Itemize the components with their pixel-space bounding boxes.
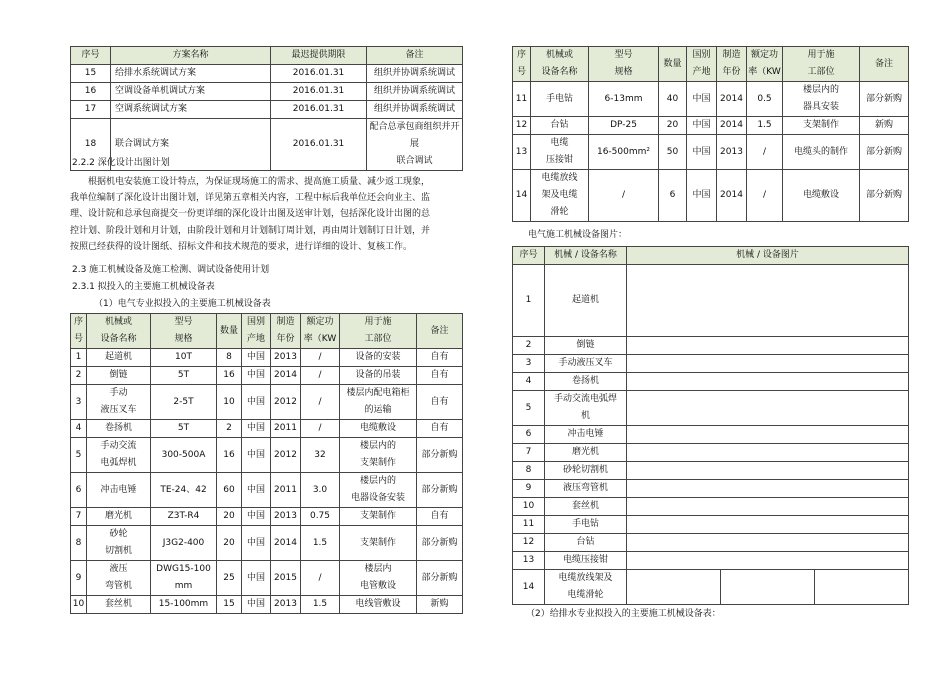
machine-power: / [747, 135, 783, 170]
row-number: 4 [513, 373, 545, 391]
machine-power: 1.5 [301, 526, 340, 561]
machine-power: / [301, 385, 340, 420]
machine-origin: 中国 [687, 117, 717, 135]
section-2-3-heading: 2.3 施工机械设备及施工检测、调试设备使用计划 [72, 265, 270, 275]
column-header: 数量 [659, 47, 687, 82]
machine-power: 1.5 [747, 117, 783, 135]
row-number: 1 [513, 265, 545, 337]
equipment-photo [627, 498, 909, 516]
machine-year: 2013 [271, 349, 301, 367]
row-number: 7 [513, 444, 545, 462]
equipment-name: 卷扬机 [545, 373, 627, 391]
row-number: 11 [513, 516, 545, 534]
table-row [71, 473, 463, 508]
row-number: 4 [71, 420, 87, 438]
equipment-name: 电缆放线架及 电缆滑轮 [545, 570, 627, 605]
column-header: 机械或 设备名称 [87, 314, 151, 349]
machine-power: 3.0 [301, 473, 340, 508]
header-deadline: 最迟提供期限 [271, 47, 367, 65]
machine-name: 卷扬机 [87, 420, 151, 438]
machine-remark: 部分新购 [417, 438, 463, 473]
machine-quantity: 8 [217, 349, 242, 367]
table-row: 15 给排水系统调试方案 2016.01.31 组织并协调系统调试 [71, 65, 463, 83]
machine-name: 砂轮 切割机 [87, 526, 151, 561]
equipment-name: 套丝机 [545, 498, 627, 516]
table-row [513, 462, 909, 480]
row-number: 11 [513, 82, 531, 117]
row-number: 10 [513, 498, 545, 516]
row-number: 3 [513, 355, 545, 373]
machine-quantity: 2 [217, 420, 242, 438]
equipment-photo [627, 570, 721, 605]
machine-model: 300-500A [151, 438, 217, 473]
equipment-name: 倒链 [545, 337, 627, 355]
column-header: 额定功 率（KW [301, 314, 340, 349]
column-header: 制造 年份 [717, 47, 747, 82]
table-row [513, 570, 909, 605]
machine-power: / [301, 367, 340, 385]
table-row [513, 391, 909, 426]
machine-origin: 中国 [242, 473, 271, 508]
table-row [513, 117, 909, 135]
machine-remark: 部分新购 [417, 561, 463, 596]
machine-origin: 中国 [687, 170, 717, 222]
machine-remark: 自有 [417, 367, 463, 385]
machine-model: 2-5T [151, 385, 217, 420]
machine-year: 2012 [271, 438, 301, 473]
table-row [513, 135, 909, 170]
row-number: 9 [71, 561, 87, 596]
machine-remark: 部分新购 [860, 82, 909, 117]
table-row [513, 426, 909, 444]
machine-usage: 楼层内的 支架制作 [340, 438, 417, 473]
machine-origin: 中国 [242, 561, 271, 596]
column-header: 机械 / 设备图片 [627, 247, 909, 265]
machine-usage: 楼层内配电箱柜 的运输 [340, 385, 417, 420]
column-header: 用于施 工部位 [783, 47, 860, 82]
machine-year: 2014 [271, 526, 301, 561]
machine-power: 0.75 [301, 508, 340, 526]
machine-remark: 自有 [417, 349, 463, 367]
machine-name: 手动 液压叉车 [87, 385, 151, 420]
table-row [513, 480, 909, 498]
row-number: 13 [513, 552, 545, 570]
column-header: 数量 [217, 314, 242, 349]
equipment-photo [627, 373, 909, 391]
machine-origin: 中国 [242, 508, 271, 526]
machine-usage: 设备的吊装 [340, 367, 417, 385]
equipment-photo [627, 552, 909, 570]
column-header: 国别 产地 [687, 47, 717, 82]
equipment-photo [627, 480, 909, 498]
machine-power: 32 [301, 438, 340, 473]
column-header: 国别 产地 [242, 314, 271, 349]
column-header: 用于施 工部位 [340, 314, 417, 349]
row-number: 2 [513, 337, 545, 355]
machine-model: 15-100mm [151, 596, 217, 614]
machine-year: 2013 [271, 508, 301, 526]
section-2-2-2-paragraph: 根据机电安装施工设计特点，为保证现场施工的需求、提高施工质量、减少返工现象， 我单位编制了深化设计出图计划，详见第五章相关内容，工程中标后我单位还会向业主、监 理、设计院和总承包商提交一份更详细的深化设计出图及送审计划，包括深化设计出图的总 控计划、阶段计划和月计划，由阶段计划和月计划制订周计划，再由周计划制订日计划，并 按照已经获得的设计图纸、招标文件和技术规范的要求，进行详细的设计、复核工作。 [70, 177, 431, 252]
machine-name: 冲击电锤 [87, 473, 151, 508]
machine-usage: 电线管敷设 [340, 596, 417, 614]
machine-usage: 设备的安装 [340, 349, 417, 367]
machine-table-left [70, 313, 463, 614]
table-row [513, 534, 909, 552]
machine-model: 16-500mm² [589, 135, 659, 170]
row-number: 12 [513, 534, 545, 552]
machine-quantity: 20 [217, 508, 242, 526]
machine-quantity: 25 [217, 561, 242, 596]
row-number: 10 [71, 596, 87, 614]
machine-remark: 自有 [417, 508, 463, 526]
table-row [71, 367, 463, 385]
equipment-name: 冲击电锤 [545, 426, 627, 444]
plan-table [70, 46, 463, 171]
machine-year: 2014 [717, 117, 747, 135]
table-row [513, 373, 909, 391]
machine-model: 5T [151, 420, 217, 438]
column-header: 备注 [860, 47, 909, 82]
table-row [513, 516, 909, 534]
column-header: 额定功 率（KW [747, 47, 783, 82]
machine-name: 电缆 压接钳 [531, 135, 589, 170]
header-no: 序号 [71, 47, 111, 65]
table-row [513, 498, 909, 516]
machine-year: 2011 [271, 420, 301, 438]
machine-usage: 楼层内 电管敷设 [340, 561, 417, 596]
equipment-name: 砂轮切割机 [545, 462, 627, 480]
table-row [513, 82, 909, 117]
equipment-name: 起道机 [545, 265, 627, 337]
equipment-photo [627, 516, 909, 534]
machine-quantity: 16 [217, 367, 242, 385]
machine-year: 2014 [717, 82, 747, 117]
machine-quantity: 15 [217, 596, 242, 614]
table-row [71, 596, 463, 614]
machine-origin: 中国 [242, 596, 271, 614]
machine-usage: 电缆敷设 [783, 170, 860, 222]
machine-remark: 部分新购 [860, 135, 909, 170]
machine-power: / [301, 349, 340, 367]
machine-power: / [301, 420, 340, 438]
header-plan-name: 方案名称 [111, 47, 271, 65]
machine-model: Z3T-R4 [151, 508, 217, 526]
equipment-name: 台钻 [545, 534, 627, 552]
table-row [513, 552, 909, 570]
column-header: 机械 / 设备名称 [545, 247, 627, 265]
equipment-name: 手电钻 [545, 516, 627, 534]
table-row [71, 420, 463, 438]
machine-year: 2015 [271, 561, 301, 596]
machine-model: / [589, 170, 659, 222]
machine-remark: 新购 [417, 596, 463, 614]
machine-origin: 中国 [687, 135, 717, 170]
row-number: 13 [513, 135, 531, 170]
column-header: 序号 [513, 247, 545, 265]
machine-model: DP-25 [589, 117, 659, 135]
row-number: 9 [513, 480, 545, 498]
machine-remark: 部分新购 [417, 526, 463, 561]
machine-usage: 楼层内的 电器设备安装 [340, 473, 417, 508]
column-header: 制造 年份 [271, 314, 301, 349]
table-row [71, 508, 463, 526]
machine-usage: 楼层内的 器具安装 [783, 82, 860, 117]
table-row [513, 355, 909, 373]
table-header-row [513, 47, 909, 82]
row-number: 1 [71, 349, 87, 367]
column-header: 型号 规格 [151, 314, 217, 349]
machine-quantity: 40 [659, 82, 687, 117]
table-row: 17 空调系统调试方案 2016.01.31 组织并协调系统调试 [71, 101, 463, 119]
machine-model: 5T [151, 367, 217, 385]
machine-model: J3G2-400 [151, 526, 217, 561]
row-number: 6 [513, 426, 545, 444]
machine-year: 2014 [717, 170, 747, 222]
equipment-photo [627, 265, 909, 337]
photos-section-title: 电气施工机械设备图片： [528, 230, 628, 240]
table-row [71, 385, 463, 420]
machine-origin: 中国 [242, 385, 271, 420]
equipment-photo [627, 355, 909, 373]
machine-origin: 中国 [242, 367, 271, 385]
table-row [71, 561, 463, 596]
table-row [513, 265, 909, 337]
machine-quantity: 50 [659, 135, 687, 170]
machine-name: 电缆放线 架及电缆 滑轮 [531, 170, 589, 222]
machine-table-right [512, 46, 909, 222]
machine-remark: 部分新购 [417, 473, 463, 508]
machine-remark: 部分新购 [860, 170, 909, 222]
table-row [513, 337, 909, 355]
row-number: 14 [513, 570, 545, 605]
machine-model: TE-24、42 [151, 473, 217, 508]
machine-origin: 中国 [687, 82, 717, 117]
machine-usage: 支架制作 [340, 526, 417, 561]
machine-name: 磨光机 [87, 508, 151, 526]
row-number: 6 [71, 473, 87, 508]
table-header-row [513, 247, 909, 265]
equipment-photo [815, 570, 909, 605]
machine-name: 手动交流 电弧焊机 [87, 438, 151, 473]
machine-name: 起道机 [87, 349, 151, 367]
row-number: 8 [71, 526, 87, 561]
column-header: 序 号 [513, 47, 531, 82]
machine-usage: 支架制作 [783, 117, 860, 135]
row-number: 3 [71, 385, 87, 420]
machine-name: 手电钻 [531, 82, 589, 117]
machine-name: 倒链 [87, 367, 151, 385]
equipment-photo [627, 391, 909, 426]
subsection-plumbing-heading: （2）给排水专业拟投入的主要施工机械设备表： [526, 609, 721, 619]
machine-model: 6-13mm [589, 82, 659, 117]
equipment-name: 磨光机 [545, 444, 627, 462]
row-number: 2 [71, 367, 87, 385]
section-2-3-1-heading: 2.3.1 拟投入的主要施工机械设备表 [72, 282, 215, 292]
row-number: 7 [71, 508, 87, 526]
machine-year: 2013 [271, 596, 301, 614]
photo-table [512, 246, 909, 605]
machine-year: 2013 [717, 135, 747, 170]
machine-remark: 自有 [417, 385, 463, 420]
subsection-electrical-heading: （1）电气专业拟投入的主要施工机械设备表 [94, 299, 271, 309]
machine-power: 0.5 [747, 82, 783, 117]
machine-power: / [301, 561, 340, 596]
machine-remark: 新购 [860, 117, 909, 135]
row-number: 14 [513, 170, 531, 222]
table-row [71, 438, 463, 473]
equipment-photo [627, 337, 909, 355]
machine-model: DWG15-100mm [151, 561, 217, 596]
machine-name: 台钻 [531, 117, 589, 135]
column-header: 备注 [417, 314, 463, 349]
equipment-name: 手动液压叉车 [545, 355, 627, 373]
column-header: 型号 规格 [589, 47, 659, 82]
machine-year: 2014 [271, 367, 301, 385]
machine-quantity: 6 [659, 170, 687, 222]
machine-remark: 自有 [417, 420, 463, 438]
table-row [513, 444, 909, 462]
column-header: 机械或 设备名称 [531, 47, 589, 82]
machine-power: / [747, 170, 783, 222]
machine-origin: 中国 [242, 349, 271, 367]
row-number: 12 [513, 117, 531, 135]
table-row [71, 526, 463, 561]
equipment-photo [627, 534, 909, 552]
equipment-photo [721, 570, 815, 605]
machine-quantity: 16 [217, 438, 242, 473]
equipment-name: 液压弯管机 [545, 480, 627, 498]
machine-quantity: 20 [659, 117, 687, 135]
machine-usage: 电缆敷设 [340, 420, 417, 438]
header-remark: 备注 [367, 47, 463, 65]
equipment-photo [627, 462, 909, 480]
table-row [71, 349, 463, 367]
machine-quantity: 60 [217, 473, 242, 508]
machine-quantity: 10 [217, 385, 242, 420]
equipment-name: 电缆压接钳 [545, 552, 627, 570]
machine-quantity: 20 [217, 526, 242, 561]
row-number: 5 [513, 391, 545, 426]
table-header-row [71, 314, 463, 349]
row-number: 5 [71, 438, 87, 473]
machine-name: 套丝机 [87, 596, 151, 614]
equipment-photo [627, 444, 909, 462]
machine-year: 2012 [271, 385, 301, 420]
equipment-name: 手动交流电弧焊 机 [545, 391, 627, 426]
column-header: 序 号 [71, 314, 87, 349]
section-2-2-2-heading: 2.2.2 深化设计出图计划 [72, 158, 170, 168]
machine-model: 10T [151, 349, 217, 367]
machine-year: 2011 [271, 473, 301, 508]
equipment-photo [627, 426, 909, 444]
machine-origin: 中国 [242, 526, 271, 561]
machine-origin: 中国 [242, 438, 271, 473]
row-number: 8 [513, 462, 545, 480]
machine-name: 液压 弯管机 [87, 561, 151, 596]
machine-usage: 电缆头的制作 [783, 135, 860, 170]
machine-origin: 中国 [242, 420, 271, 438]
table-row [513, 170, 909, 222]
table-row: 18 联合调试方案 2016.01.31 配合总承包商组织并开展 联合调试 [71, 119, 463, 171]
machine-usage: 支架制作 [340, 508, 417, 526]
machine-power: 1.5 [301, 596, 340, 614]
table-row: 16 空调设备单机调试方案 2016.01.31 组织并协调系统调试 [71, 83, 463, 101]
